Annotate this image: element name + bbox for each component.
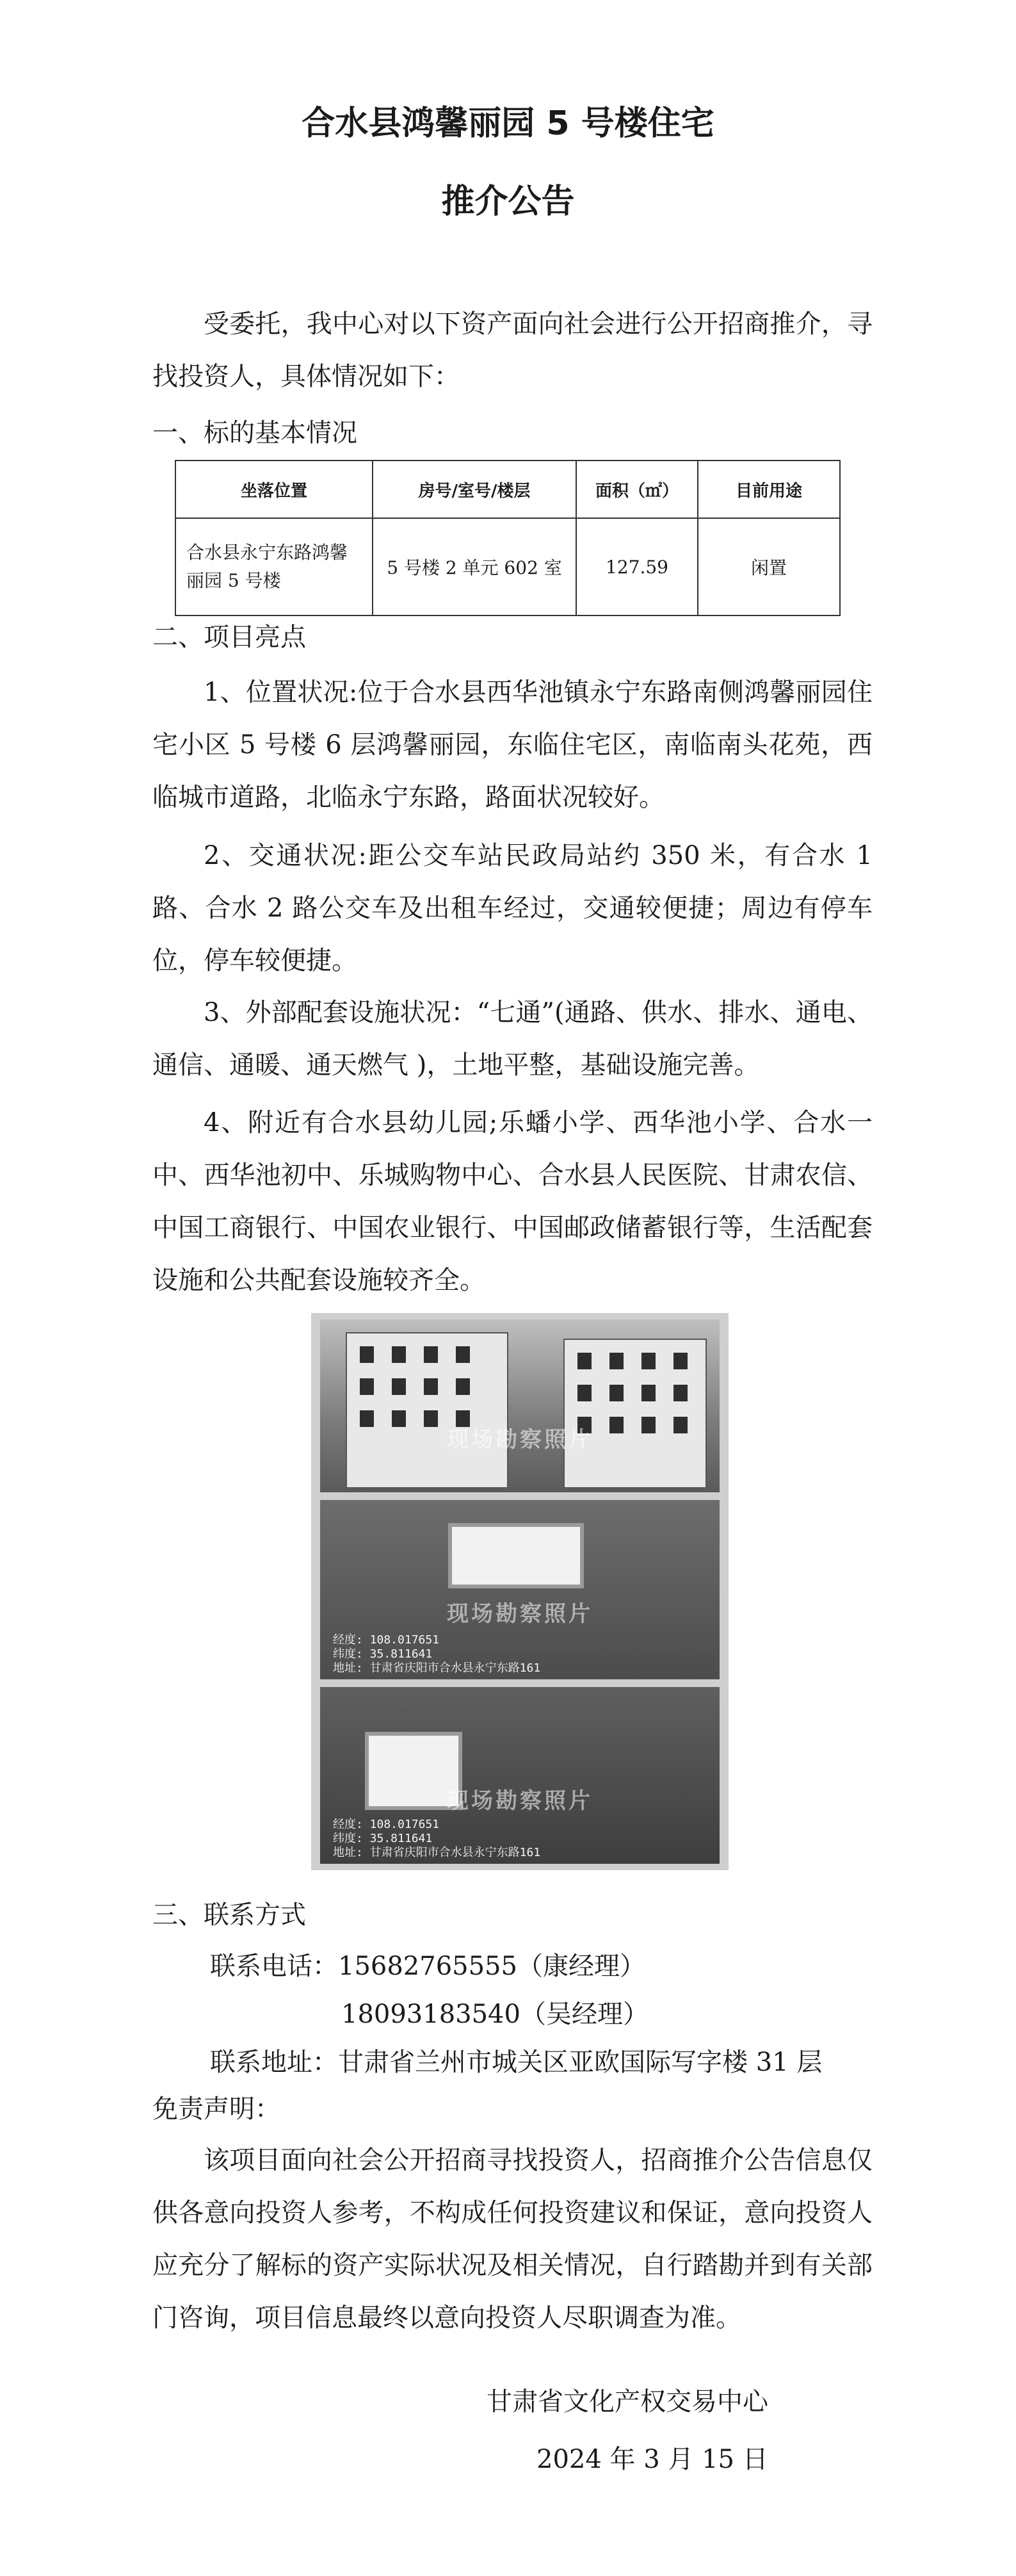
signature-date: 2024 年 3 月 15 日	[536, 2445, 768, 2474]
table-cell-area: 127.59	[576, 518, 698, 615]
address-row	[210, 2043, 822, 2082]
table-header-row	[175, 461, 840, 518]
phone-row-1	[210, 1947, 645, 1985]
table-cell-usage: 闲置	[698, 518, 840, 615]
section-heading-highlights: 二、项目亮点	[152, 623, 306, 652]
address-label: 联系地址：	[210, 2048, 338, 2077]
table-row	[175, 518, 840, 615]
table-header: 房号/室号/楼层	[373, 461, 576, 518]
highlight-location: 1、位置状况:位于合水县西华池镇永宁东路南侧鸿馨丽园住宅小区 5 号楼 6 层鸿馨丽园，东临住宅区，南临南头花苑，西临城市道路，北临永宁东路，路面状况较好。	[152, 678, 873, 812]
highlight-traffic: 2、交通状况:距公交车站民政局站约 350 米，有合水 1 路、合水 2 路公交车及出租车经过，交通较便捷；周边有停车位，停车较便捷。	[152, 841, 873, 975]
site-photos	[311, 1313, 729, 1870]
photo-watermark: 现场勘察照片	[447, 1788, 593, 1814]
phone-number: 15682765555（康经理）	[338, 1952, 645, 1981]
phone-label: 联系电话：	[210, 1952, 338, 1981]
table-header: 目前用途	[698, 461, 840, 518]
phone-number: 18093183540（吴经理）	[341, 2000, 649, 2029]
address-text: 甘肃省兰州市城关区亚欧国际写字楼 31 层	[338, 2048, 823, 2077]
intro-paragraph: 受委托，我中心对以下资产面向社会进行公开招商推介，寻找投资人，具体情况如下：	[152, 309, 873, 391]
disclaimer-paragraph: 该项目面向社会公开招商寻找投资人，招商推介公告信息仅供各意向投资人参考，不构成任何投资建议和保证，意向投资人应充分了解标的资产实际状况及相关情况，自行踏勘并到有关部门咨询，项目信息最终以意向投资人尽职调查为准。	[152, 2146, 873, 2333]
table-header: 坐落位置	[175, 461, 373, 518]
highlight-facilities: 3、外部配套设施状况：“七通”(通路、供水、排水、通电、通信、通暖、通天燃气 )，土地平整，基础设施完善。	[152, 998, 873, 1080]
interior-room-photo	[320, 1687, 720, 1864]
photo-watermark: 现场勘察照片	[447, 1601, 593, 1627]
building-exterior-photo	[320, 1319, 720, 1492]
table-cell-room: 5 号楼 2 单元 602 室	[373, 518, 576, 615]
phone-row-2	[341, 1995, 649, 2034]
title-line-1: 合水县鸿馨丽园 5 号楼住宅	[302, 104, 714, 143]
signature-organization: 甘肃省文化产权交易中心	[487, 2387, 768, 2417]
section-heading-basic-info: 一、标的基本情况	[152, 418, 357, 448]
interior-room-photo	[320, 1500, 720, 1679]
asset-info-table	[175, 460, 841, 616]
photo-gps-stamp: 经度: 108.017651 纬度: 35.811641 地址: 甘肃省庆阳市合水县永宁东路161	[333, 1818, 541, 1859]
disclaimer-title: 免责声明：	[152, 2094, 280, 2124]
title-line-2: 推介公告	[441, 183, 575, 221]
table-cell-location: 合水县永宁东路鸿馨丽园 5 号楼	[175, 518, 373, 615]
photo-gps-stamp: 经度: 108.017651 纬度: 35.811641 地址: 甘肃省庆阳市合水县永宁东路161	[333, 1633, 541, 1675]
highlight-nearby: 4、附近有合水县幼儿园;乐蟠小学、西华池小学、合水一中、西华池初中、乐城购物中心、合水县人民医院、甘肃农信、中国工商银行、中国农业银行、中国邮政储蓄银行等，生活配套设施和公共配套设施较齐全。	[152, 1108, 873, 1295]
table-header: 面积（㎡）	[576, 461, 698, 518]
section-heading-contact: 三、联系方式	[152, 1900, 306, 1930]
photo-watermark: 现场勘察照片	[447, 1427, 593, 1453]
